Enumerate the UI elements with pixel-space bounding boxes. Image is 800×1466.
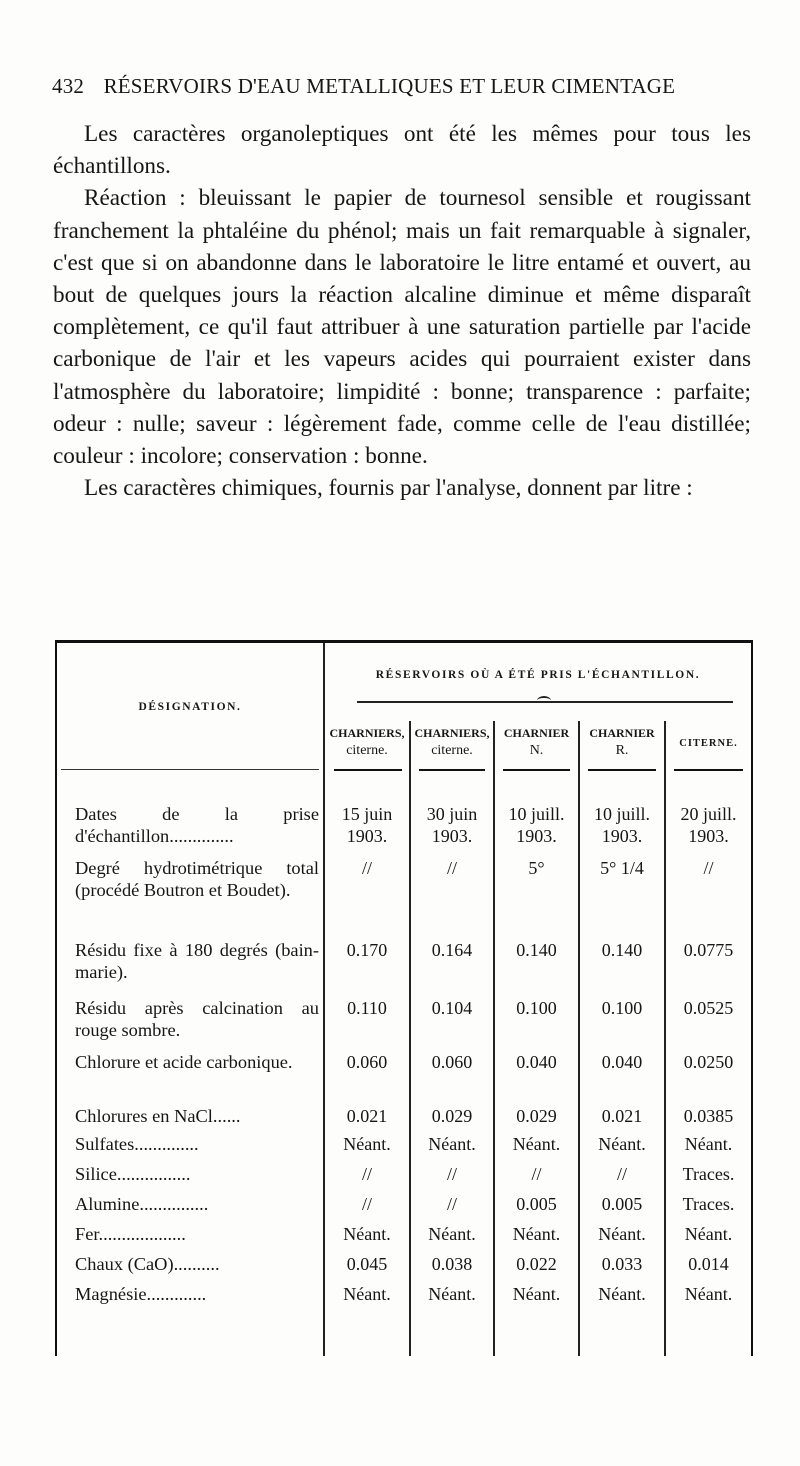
- header-rule: [674, 769, 743, 771]
- column-header-4: CHARNIER R.: [589, 726, 655, 758]
- table-cell: Néant.: [343, 1224, 391, 1244]
- row-label: Alumine...............: [75, 1194, 209, 1214]
- paragraph-reaction: Réaction : bleuissant le papier de tournesol sensible et rougissant franchement la phtaléine du phénol; mais un fait remarquable à signaler, c'est que si on abandonne dans le laboratoire le litre entamé et ouvert, au bout de quelques jours la réaction alcaline diminue et même disparaît complètement, ce qu'il faut attribuer à une saturation partielle par l'acide carbonique de l'air et les vapeurs acides qui pourraient exister dans l'atmosphère du laboratoire; limpidité : bonne; transparence : parfaite; odeur : nulle; saveur : légèrement fade, comme celle de l'eau distillée; couleur : incolore; conservation : bonne.: [53, 185, 751, 470]
- table-cell: //: [703, 858, 714, 878]
- table-cell: Néant.: [684, 1224, 733, 1244]
- table-cell: //: [361, 858, 372, 878]
- table-cell: Néant.: [428, 1284, 476, 1304]
- table-cell: //: [446, 858, 457, 878]
- table-cell: 0.040: [601, 1052, 643, 1072]
- analysis-table: [55, 640, 753, 1356]
- table-cell: 20 juill. 1903.: [680, 804, 737, 846]
- row-label: Dates de la prise d'échantillon..............: [75, 804, 319, 846]
- table-cell: 0.100: [516, 998, 557, 1018]
- table-cell: 0.060: [346, 1052, 388, 1072]
- table-cell: 0.014: [688, 1254, 729, 1274]
- table-cell: //: [446, 1194, 457, 1214]
- row-label: Silice................: [75, 1164, 191, 1184]
- row-label: Résidu fixe à 180 degrés (bain-marie).: [75, 940, 319, 982]
- table-cell: 0.0250: [683, 1052, 734, 1072]
- table-cell: Néant.: [512, 1284, 561, 1304]
- page-header: [52, 74, 716, 99]
- table-cell: Néant.: [684, 1134, 733, 1154]
- table-cell: 0.0385: [683, 1106, 734, 1126]
- table-cell: 0.038: [431, 1254, 473, 1274]
- header-rule: [419, 769, 485, 771]
- table-cell: 0.104: [431, 998, 473, 1018]
- table-cell: 15 juin 1903.: [341, 804, 393, 846]
- table-cell: 10 juill. 1903.: [508, 804, 565, 846]
- row-label: Magnésie.............: [75, 1284, 207, 1304]
- table-cell: Néant.: [512, 1134, 561, 1154]
- row-label: Chlorure et acide carbonique.: [75, 1052, 293, 1072]
- header-rule: [334, 769, 402, 771]
- table-cell: 0.100: [601, 998, 643, 1018]
- row-label: Sulfates..............: [75, 1134, 199, 1154]
- paragraph-organoleptic: Les caractères organoleptiques ont été les mêmes pour tous les échantillons.: [53, 121, 751, 180]
- column-header-1: CHARNIERS, citerne.: [329, 726, 405, 758]
- table-cell: 0.029: [516, 1106, 557, 1126]
- running-title: RÉSERVOIRS D'EAU METALLIQUES ET LEUR CIMENTAGE: [103, 74, 676, 98]
- table-cell: 0.005: [601, 1194, 643, 1214]
- row-label: Chaux (CaO)..........: [75, 1254, 220, 1274]
- table-cell: 0.022: [516, 1254, 557, 1274]
- table-cell: 0.0525: [683, 998, 734, 1018]
- row-label: Chlorures en NaCl......: [75, 1106, 241, 1126]
- header-rule: [61, 769, 319, 770]
- table-cell: 0.029: [431, 1106, 473, 1126]
- row-label: Résidu après calcination au rouge sombre.: [75, 998, 319, 1040]
- table-cell: 0.0775: [683, 940, 734, 960]
- table-cell: Néant.: [598, 1284, 646, 1304]
- group-brace-tip: [537, 696, 551, 705]
- row-label: Fer...................: [75, 1224, 186, 1244]
- header-rule: [588, 769, 656, 771]
- table-cell: Néant.: [343, 1284, 391, 1304]
- group-header: RÉSERVOIRS OÙ A ÉTÉ PRIS L'ÉCHANTILLON.: [375, 669, 701, 681]
- column-header-3: CHARNIER N.: [503, 726, 570, 758]
- table-cell: 0.164: [431, 940, 473, 960]
- header-rule: [503, 769, 570, 771]
- table-cell: Traces.: [682, 1194, 735, 1214]
- table-cell: Néant.: [512, 1224, 561, 1244]
- table-cell: 30 juin 1903.: [426, 804, 478, 846]
- body-text: [53, 118, 751, 504]
- page-number: 432: [52, 74, 85, 98]
- table-cell: 10 juill. 1903.: [593, 804, 650, 846]
- table-cell: 5°: [528, 858, 545, 878]
- table-cell: 0.040: [516, 1052, 557, 1072]
- table-cell: 0.021: [346, 1106, 388, 1126]
- column-header-2: CHARNIERS, citerne.: [414, 726, 490, 758]
- table-cell: 0.033: [601, 1254, 643, 1274]
- table-cell: //: [531, 1164, 542, 1184]
- table-cell: 0.110: [347, 998, 387, 1018]
- table-cell: Néant.: [684, 1284, 733, 1304]
- table-cell: 0.140: [516, 940, 557, 960]
- designation-header: DÉSIGNATION.: [138, 701, 242, 713]
- table-cell: 0.021: [601, 1106, 643, 1126]
- table-cell: Néant.: [343, 1134, 391, 1154]
- table-cell: Néant.: [428, 1224, 476, 1244]
- table-cell: Néant.: [598, 1134, 646, 1154]
- table-cell: //: [446, 1164, 457, 1184]
- table-cell: 0.060: [431, 1052, 473, 1072]
- table-cell: //: [361, 1194, 372, 1214]
- table-cell: Traces.: [682, 1164, 735, 1184]
- table-cell: 0.140: [601, 940, 643, 960]
- table-cell: 0.045: [346, 1254, 388, 1274]
- paragraph-chemical: Les caractères chimiques, fournis par l'analyse, donnent par litre :: [84, 475, 693, 502]
- table-cell: //: [361, 1164, 372, 1184]
- table-cell: //: [616, 1164, 627, 1184]
- table-cell: Néant.: [428, 1134, 476, 1154]
- column-header-5: CITERNE.: [679, 738, 738, 749]
- table-cell: Néant.: [598, 1224, 646, 1244]
- table-cell: 0.170: [346, 940, 388, 960]
- table-cell: 0.005: [516, 1194, 557, 1214]
- table-cell: 5° 1/4: [600, 858, 644, 878]
- row-label: Degré hydrotimétrique total (procédé Boutron et Boudet).: [75, 858, 319, 900]
